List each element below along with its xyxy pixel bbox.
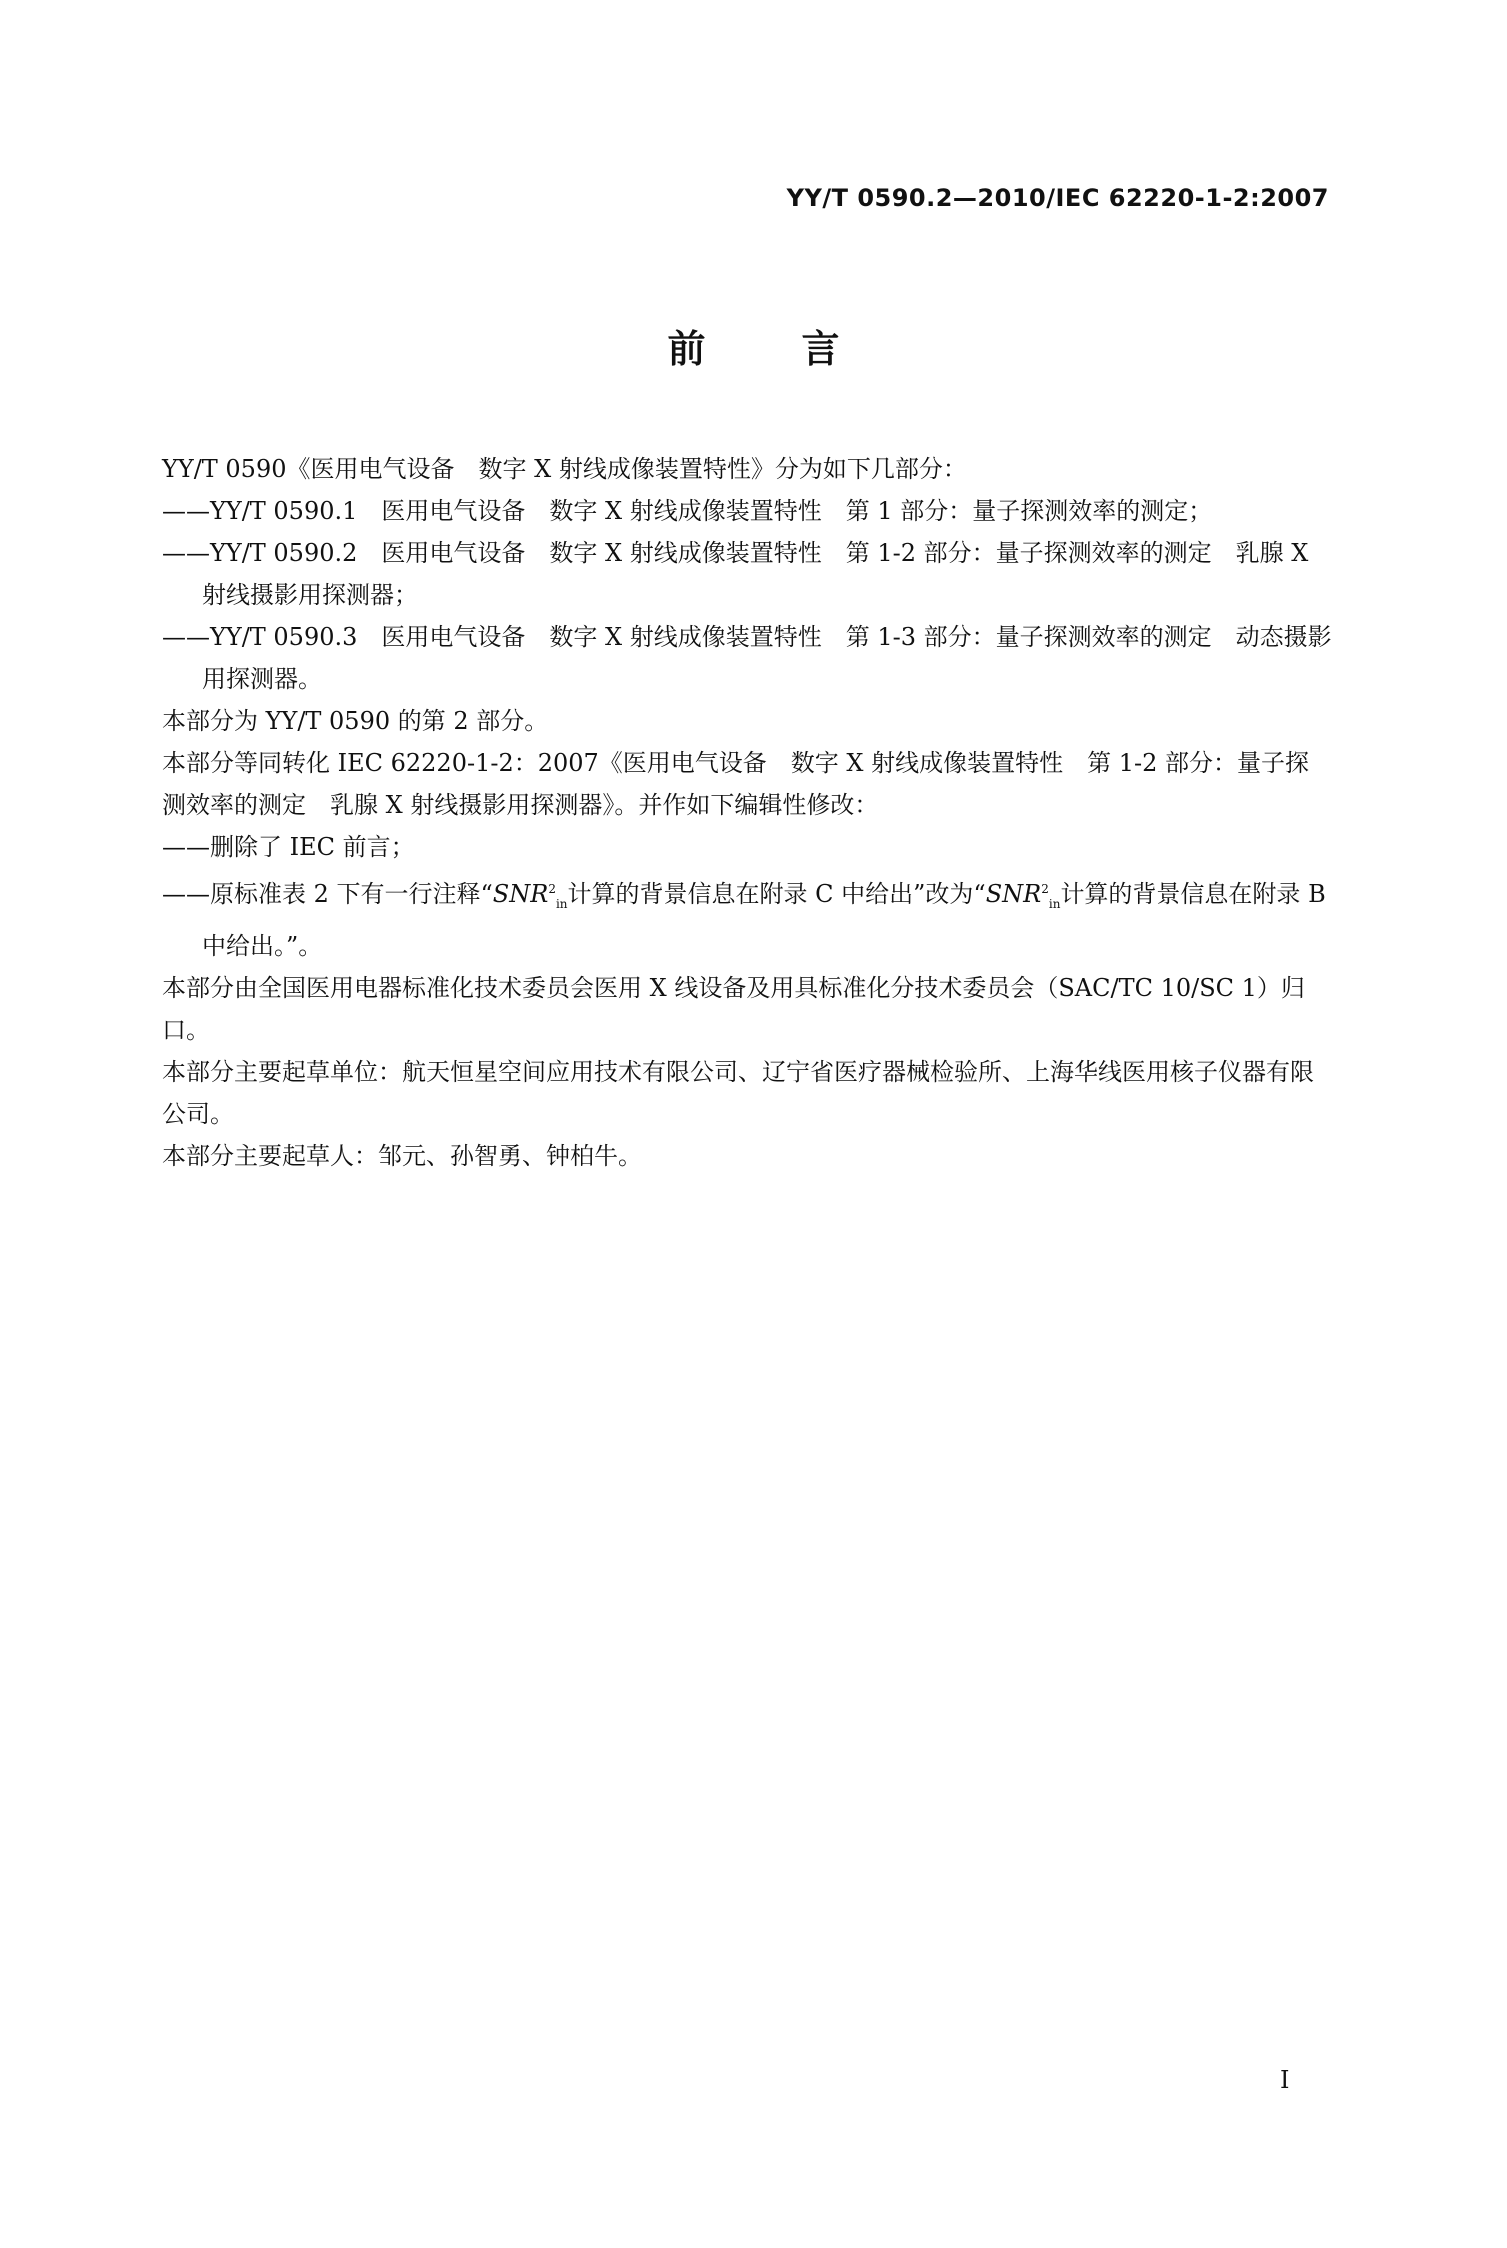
committee-statement: 本部分由全国医用电器标准化技术委员会医用 X 线设备及用具标准化分技术委员会（SAC/TC 10/SC 1）归口。 <box>162 973 1305 1044</box>
title-char-2: 言 <box>801 327 840 371</box>
standard-number: YY/T 0590.2—2010/IEC 62220-1-2:2007 <box>786 184 1329 212</box>
equivalence-statement: 本部分等同转化 IEC 62220-1-2：2007《医用电气设备 数字 X 射线成像装置特性 第 1-2 部分：量子探测效率的测定 乳腺 X 射线摄影用探测器》。并作如下编辑性修改： <box>162 749 1310 819</box>
list-item-part3: ——YY/T 0590.3 医用电气设备 数字 X 射线成像装置特性 第 1-3 部分：量子探测效率的测定 动态摄影用探测器。 <box>162 623 1332 693</box>
snr-symbol-2: $SNR^2_{in}$ <box>985 880 1061 911</box>
list-item-note-change <box>162 868 1332 967</box>
title-char-1: 前 <box>667 327 706 371</box>
page-title <box>0 318 1507 373</box>
drafters: 本部分主要起草人：邹元、孙智勇、钟柏牛。 <box>162 1141 642 1170</box>
list-item-part1: ——YY/T 0590.1 医用电气设备 数字 X 射线成像装置特性 第 1 部分：量子探测效率的测定； <box>162 497 1213 525</box>
drafting-units: 本部分主要起草单位：航天恒星空间应用技术有限公司、辽宁省医疗器械检验所、上海华线医用核子仪器有限公司。 <box>162 1057 1314 1128</box>
note-middle: 计算的背景信息在附录 C 中给出”改为“ <box>567 880 986 908</box>
note-prefix: ——原标准表 2 下有一行注释“ <box>162 880 493 908</box>
document-body <box>162 448 1332 1177</box>
page-number: I <box>1280 2066 1290 2094</box>
snr-symbol-1: $SNR^2_{in}$ <box>492 880 568 911</box>
part-statement: 本部分为 YY/T 0590 的第 2 部分。 <box>162 707 549 735</box>
note-suffix: 计算的背景信息在附录 B 中给出。”。 <box>202 880 1326 960</box>
list-item-part2: ——YY/T 0590.2 医用电气设备 数字 X 射线成像装置特性 第 1-2 部分：量子探测效率的测定 乳腺 X 射线摄影用探测器； <box>162 539 1309 609</box>
intro-paragraph: YY/T 0590《医用电气设备 数字 X 射线成像装置特性》分为如下几部分： <box>162 455 967 483</box>
list-item-delete-foreword: ——删除了 IEC 前言； <box>162 833 415 861</box>
